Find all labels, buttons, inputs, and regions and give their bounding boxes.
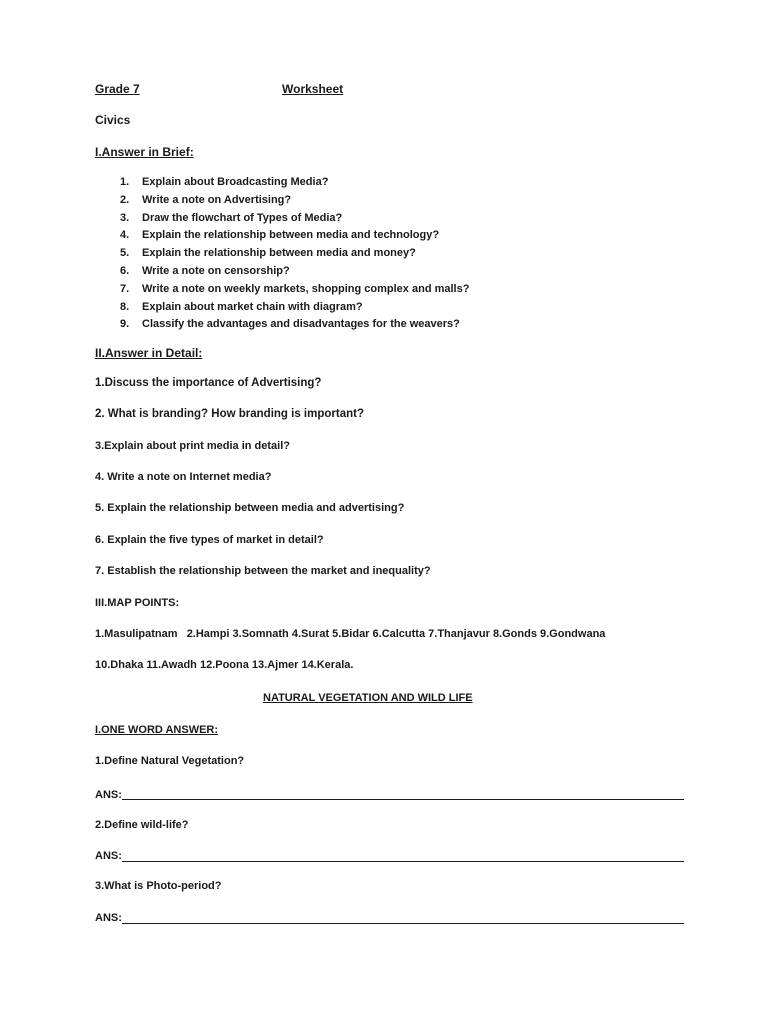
list-item: 1. Explain about Broadcasting Media?	[120, 176, 329, 188]
map-points-line-2: 10.Dhaka 11.Awadh 12.Poona 13.Ajmer 14.Kerala.	[95, 659, 354, 671]
list-item: 2. Write a note on Advertising?	[120, 193, 292, 206]
detail-question: 3.Explain about print media in detail?	[95, 440, 290, 452]
answer-line	[122, 861, 684, 862]
detail-question: 5. Explain the relationship between media and advertising?	[95, 502, 405, 514]
worksheet-title: Worksheet	[282, 82, 344, 96]
geography-title: NATURAL VEGETATION AND WILD LIFE	[263, 692, 473, 704]
one-word-question: 2.Define wild-life?	[95, 819, 189, 831]
map-points-line-1: 1.Masulipatnam 2.Hampi 3.Somnath 4.Surat 5.Bidar 6.Calcutta 7.Thanjavur 8.Gonds 9.Gondwana	[95, 628, 606, 640]
section-1-heading: I.Answer in Brief:	[95, 145, 194, 159]
answer-label: ANS:	[95, 789, 122, 801]
one-word-heading: I.ONE WORD ANSWER:	[95, 724, 219, 736]
brief-questions-list	[120, 174, 469, 334]
list-item: 9. Classify the advantages and disadvantages for the weavers?	[120, 318, 460, 331]
detail-question: 4. Write a note on Internet media?	[95, 471, 272, 483]
subject-label: Civics	[95, 113, 131, 127]
list-item: 6. Write a note on censorship?	[120, 264, 290, 277]
answer-line	[122, 923, 684, 924]
list-item: 5. Explain the relationship between media and money?	[120, 247, 416, 260]
detail-question: 1.Discuss the importance of Advertising?	[95, 377, 322, 389]
list-item: 3. Draw the flowchart of Types of Media?	[120, 211, 343, 224]
list-item: 8. Explain about market chain with diagram?	[120, 300, 363, 313]
detail-question: 6. Explain the five types of market in detail?	[95, 534, 324, 546]
section-2-heading: II.Answer in Detail:	[95, 346, 203, 360]
section-3-heading: III.MAP POINTS:	[95, 597, 180, 609]
grade-label: Grade 7	[95, 82, 140, 96]
answer-line	[122, 799, 684, 800]
detail-question: 7. Establish the relationship between the market and inequality?	[95, 565, 431, 577]
detail-question: 2. What is branding? How branding is important?	[95, 408, 364, 420]
answer-label: ANS:	[95, 850, 122, 862]
answer-label: ANS:	[95, 912, 122, 924]
list-item: 7. Write a note on weekly markets, shopping complex and malls?	[120, 282, 470, 295]
list-item: 4. Explain the relationship between media and technology?	[120, 229, 440, 242]
one-word-question: 1.Define Natural Vegetation?	[95, 755, 245, 767]
one-word-question: 3.What is Photo-period?	[95, 880, 222, 892]
